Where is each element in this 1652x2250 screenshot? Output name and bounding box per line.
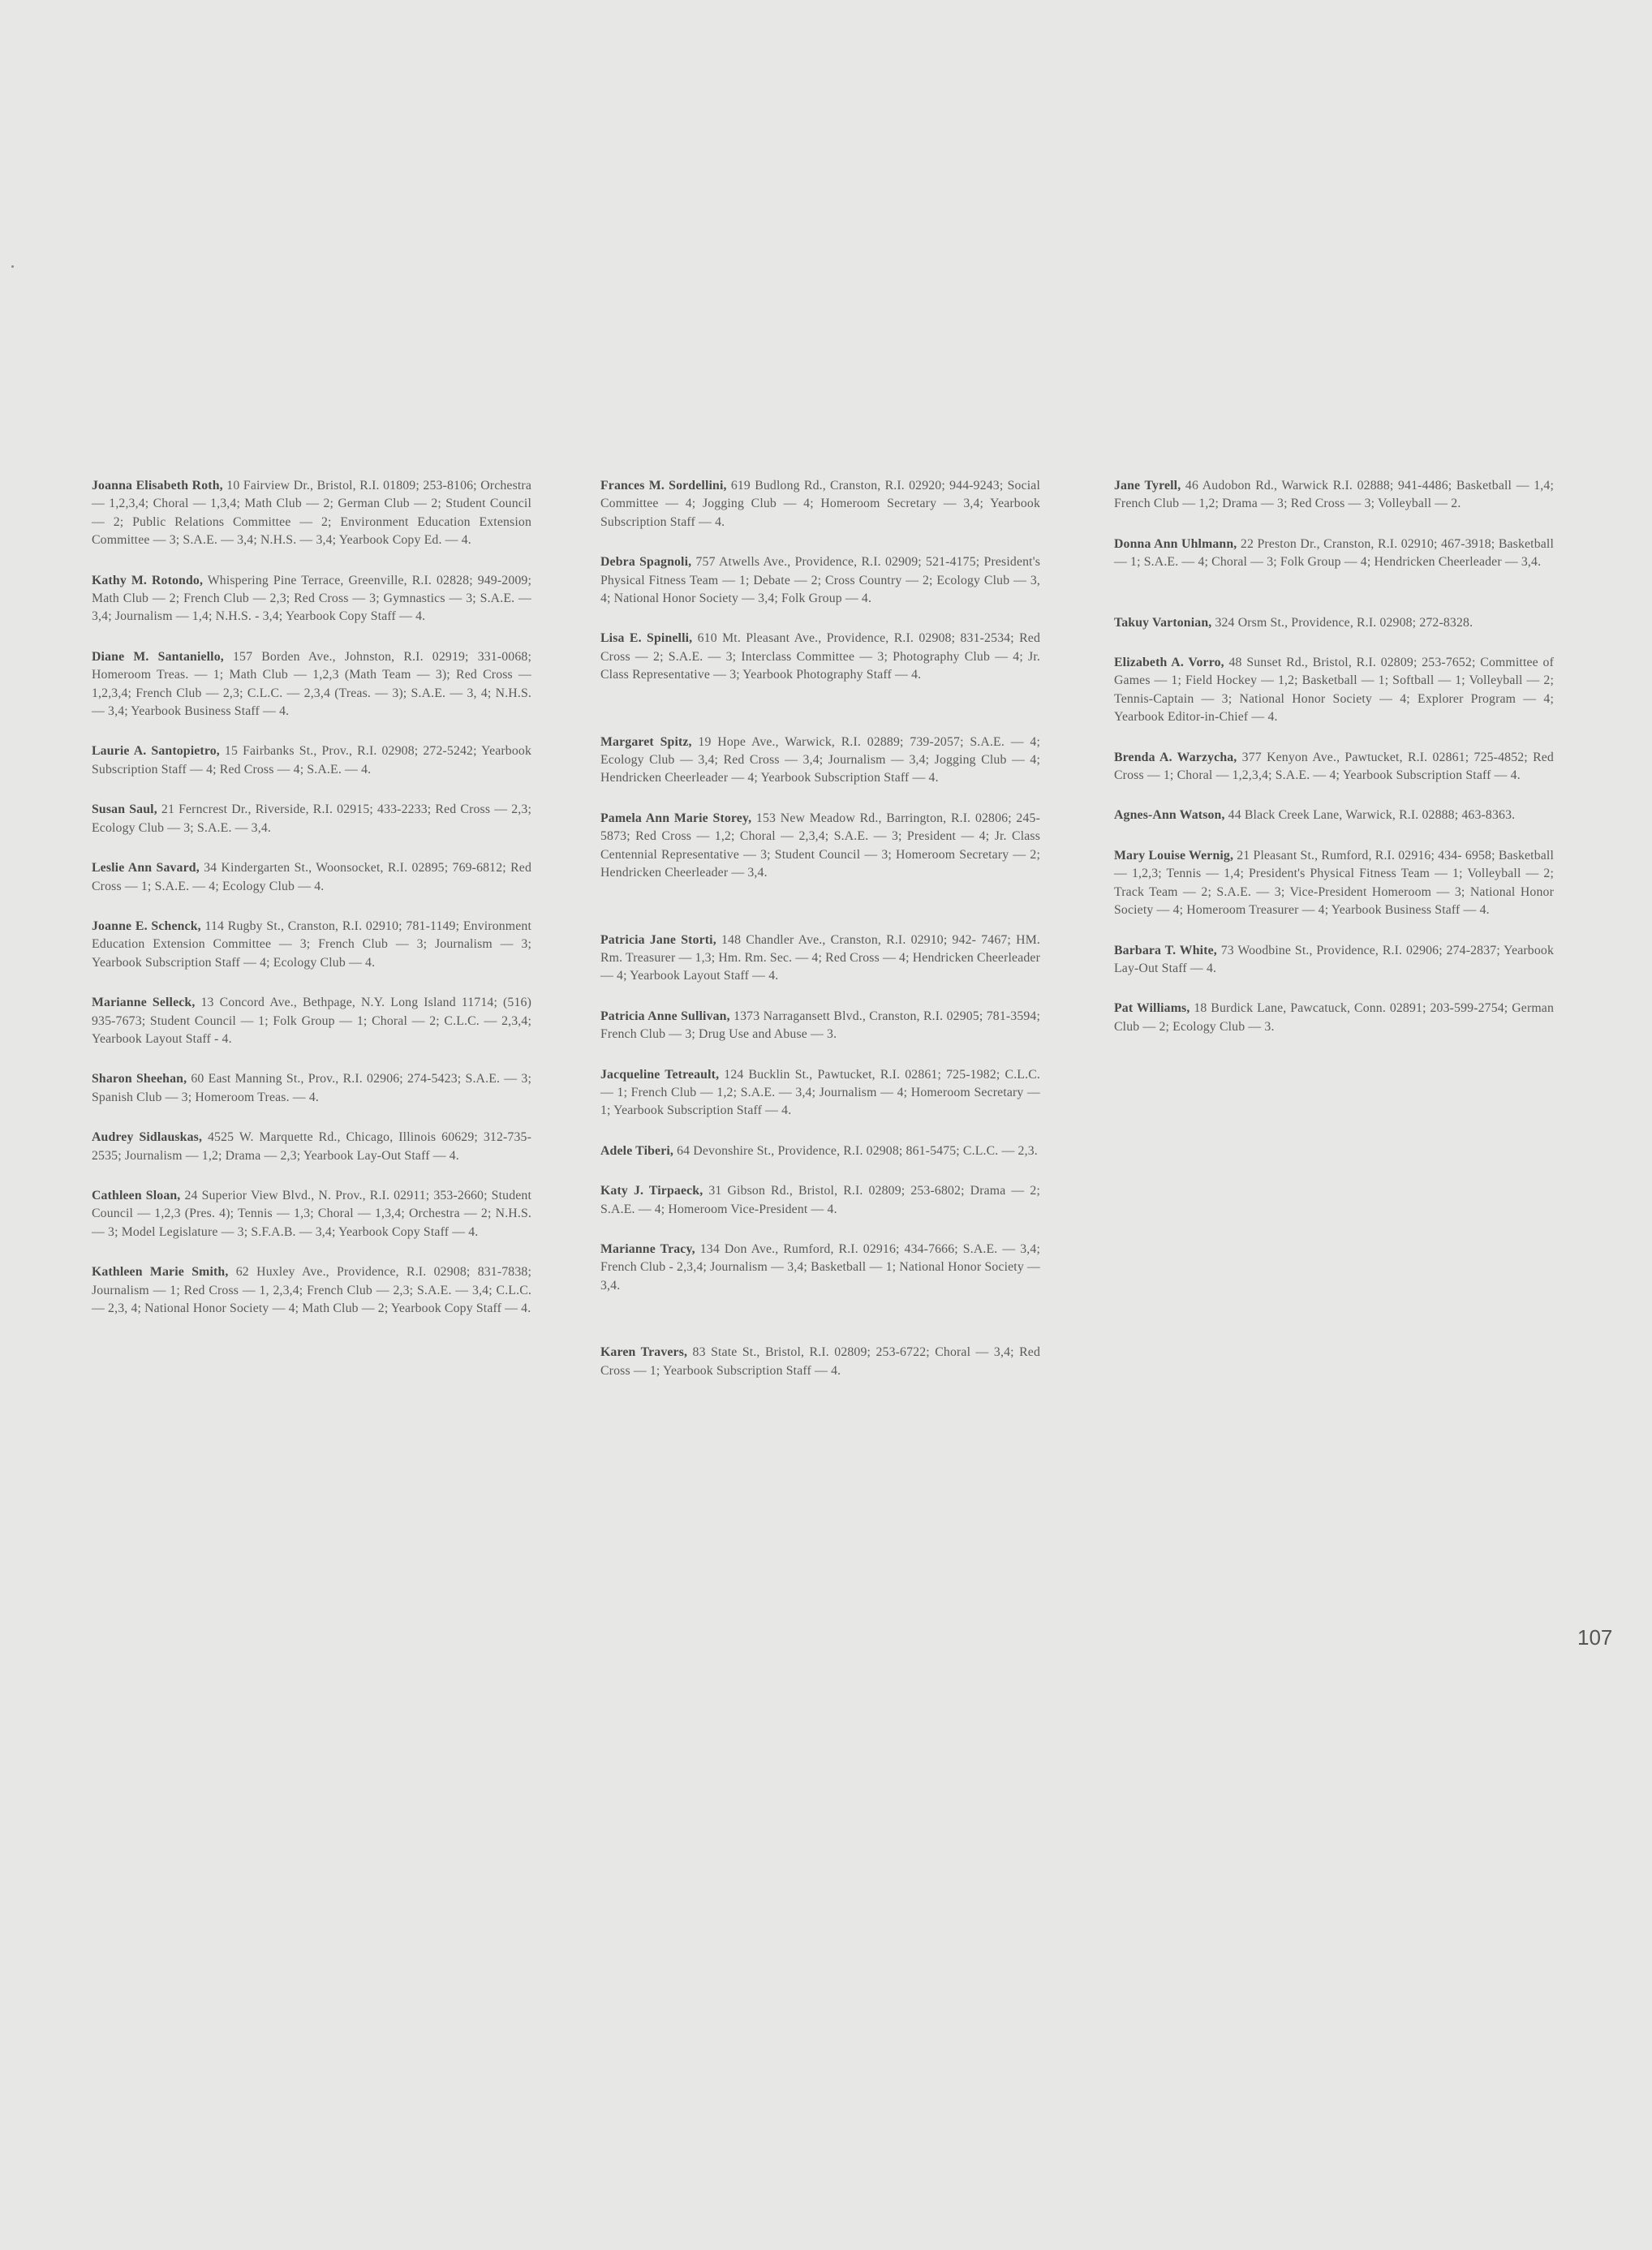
directory-entry (92, 572, 531, 626)
student-details: 22 Preston Dr., Cranston, R.I. 02910; 467-3918; Basketball — 1; S.A.E. — 4; Choral — 3; Folk Group — 4; Hendricken Cheerleader — 3,4. (1114, 536, 1554, 570)
student-details: 62 Huxley Ave., Providence, R.I. 02908; 831-7838; Journalism — 1; Red Cross — 1, 2,3,4; French Club — 2,3; S.A.E. — 3,4; C.L.C. — 2,3, 4; National Honor Society — 4; Math Club — 2; Yearbook Copy Staff — 4. (92, 1265, 531, 1315)
student-details: 83 State St., Bristol, R.I. 02809; 253-6722; Choral — 3,4; Red Cross — 1; Yearbook Subscription Staff — 4. (600, 1345, 1040, 1378)
directory-entry (1114, 1000, 1554, 1036)
directory-entry (600, 630, 1040, 684)
student-details: 24 Superior View Blvd., N. Prov., R.I. 02911; 353-2660; Student Council — 1,2,3 (Pres. 4); Tennis — 1,3; Choral — 1,3,4; Orchestra — 2; N.H.S. — 3; Model Legislature — 3; S.F.A.B. — 3,4; Yearbook Copy Staff — 4. (92, 1188, 531, 1239)
student-details: 1373 Narragansett Blvd., Cranston, R.I. 02905; 781-3594; French Club — 3; Drug Use and Abuse — 3. (600, 1009, 1041, 1042)
student-details: 757 Atwells Ave., Providence, R.I. 02909; 521-4175; President's Physical Fitness Team — 1; Debate — 2; Cross Country — 2; Ecology Club — 3, 4; National Honor Society — 3,4; Folk Group — 4. (600, 555, 1040, 606)
page-number: 107 (1577, 1625, 1613, 1650)
directory-entry (92, 1187, 531, 1241)
student-name: Patricia Anne Sullivan, (600, 1009, 730, 1023)
directory-entry (92, 477, 531, 550)
directory-entry (600, 477, 1040, 531)
student-name: Kathleen Marie Smith, (92, 1265, 229, 1280)
directory-column-1 (92, 477, 531, 1318)
directory-column-3 (1114, 477, 1554, 1036)
student-name: Jacqueline Tetreault, (600, 1067, 720, 1082)
student-details: 21 Pleasant St., Rumford, R.I. 02916; 434- 6958; Basketball — 1,2,3; Tennis — 1,4; President's Physical Fitness Team — 1; Volleyball — 2; Track Team — 2; S.A.E. — 3; Vice-President Homeroom — 3; National Honor Society — 4; Homeroom Treasurer — 4; Yearbook Business Staff — 4. (1114, 848, 1554, 918)
directory-entry (92, 648, 531, 721)
directory-entry (600, 734, 1040, 788)
student-name: Brenda A. Warzycha, (1114, 750, 1237, 764)
directory-entry (92, 918, 531, 972)
student-name: Frances M. Sordellini, (600, 479, 727, 493)
student-name: Joanne E. Schenck, (92, 918, 201, 933)
directory-entry (600, 1008, 1040, 1044)
student-details: 619 Budlong Rd., Cranston, R.I. 02920; 944-9243; Social Committee — 4; Jogging Club — 4; Homeroom Secretary — 3,4; Yearbook Subscription Staff — 4. (600, 479, 1040, 529)
student-details: 10 Fairview Dr., Bristol, R.I. 01809; 253-8106; Orchestra — 1,2,3,4; Choral — 1,3,4; Math Club — 2; German Club — 2; Student Council — 2; Public Relations Committee — 2; Environment Education Extension Committee — 3; S.A.E. — 3,4; N.H.S. — 3,4; Yearbook Copy Ed. — 4. (92, 479, 531, 548)
student-details: 134 Don Ave., Rumford, R.I. 02916; 434-7666; S.A.E. — 3,4; French Club - 2,3,4; Journalism — 3,4; Basketball — 1; National Honor Society — 3,4. (600, 1241, 1040, 1293)
directory-entry (600, 1066, 1040, 1121)
directory-entry (600, 553, 1040, 608)
student-name: Donna Ann Uhlmann, (1114, 536, 1237, 551)
student-name: Cathleen Sloan, (92, 1188, 181, 1202)
directory-entry (92, 994, 531, 1048)
student-details: 124 Bucklin St., Pawtucket, R.I. 02861; 725-1982; C.L.C. — 1; French Club — 1,2; S.A.E. — 3,4; Journalism — 4; Homeroom Secretary — 1; Yearbook Subscription Staff — 4. (600, 1067, 1040, 1118)
student-name: Kathy M. Rotondo, (92, 573, 204, 587)
student-details: 73 Woodbine St., Providence, R.I. 02906; 274-2837; Yearbook Lay-Out Staff — 4. (1114, 943, 1554, 975)
directory-entry (1114, 847, 1554, 920)
student-details: 60 East Manning St., Prov., R.I. 02906; 274-5423; S.A.E. — 3; Spanish Club — 3; Homeroom Treas. — 4. (92, 1072, 531, 1104)
student-name: Barbara T. White, (1114, 943, 1217, 957)
student-name: Leslie Ann Savard, (92, 861, 200, 875)
directory-entry (92, 1070, 531, 1107)
student-name: Margaret Spitz, (600, 734, 692, 749)
directory-entry (1114, 807, 1554, 824)
student-name: Elizabeth A. Vorro, (1114, 656, 1224, 670)
student-details: Whispering Pine Terrace, Greenville, R.I. 02828; 949-2009; Math Club — 2; French Club — 2,3; Red Cross — 3; Gymnastics — 3; S.A.E. — 3,4; Journalism — 1,4; N.H.S. - 3,4; Yearbook Copy Staff — 4. (92, 573, 532, 624)
directory-entry (92, 1263, 531, 1318)
directory-entry (600, 1182, 1040, 1219)
directory-entry (1114, 614, 1554, 632)
directory-entry (600, 1241, 1040, 1295)
student-name: Pat Williams, (1114, 1001, 1190, 1016)
student-details: 324 Orsm St., Providence, R.I. 02908; 272-8328. (1211, 615, 1473, 630)
student-name: Katy J. Tirpaeck, (600, 1184, 703, 1198)
student-name: Debra Spagnoli, (600, 555, 692, 570)
student-name: Joanna Elisabeth Roth, (92, 479, 223, 493)
directory-entry (92, 801, 531, 837)
directory-entry (1114, 654, 1554, 727)
directory-entry (600, 1142, 1040, 1160)
directory-entry (1114, 942, 1554, 979)
student-details: 48 Sunset Rd., Bristol, R.I. 02809; 253-7652; Committee of Games — 1; Field Hockey — 1,2; Basketball — 1; Softball — 1; Volleyball — 2; Tennis-Captain — 3; National Honor Society — 4; Explorer Program — 4; Yearbook Editor-in-Chief — 4. (1114, 656, 1554, 725)
student-name: Laurie A. Santopietro, (92, 744, 220, 759)
student-details: 34 Kindergarten St., Woonsocket, R.I. 02895; 769-6812; Red Cross — 1; S.A.E. — 4; Ecology Club — 4. (92, 861, 531, 893)
student-details: 114 Rugby St., Cranston, R.I. 02910; 781-1149; Environment Education Extension Committee — 3; French Club — 3; Journalism — 3; Yearbook Subscription Staff — 4; Ecology Club — 4. (92, 918, 531, 970)
student-details: 21 Ferncrest Dr., Riverside, R.I. 02915; 433-2233; Red Cross — 2,3; Ecology Club — 3; S.A.E. — 3,4. (92, 802, 531, 835)
student-name: Agnes-Ann Watson, (1114, 808, 1225, 823)
directory-entry (600, 810, 1040, 883)
directory-entry (1114, 477, 1554, 514)
student-name: Diane M. Santaniello, (92, 649, 224, 664)
student-name: Takuy Vartonian, (1114, 615, 1212, 630)
student-details: 610 Mt. Pleasant Ave., Providence, R.I. 02908; 831-2534; Red Cross — 2; S.A.E. — 3; Interclass Committee — 3; Photography Club — 4; Jr. Class Representative — 3; Yearbook Photography Staff — 4. (600, 631, 1040, 682)
student-name: Pamela Ann Marie Storey, (600, 811, 752, 825)
student-name: Jane Tyrell, (1114, 479, 1181, 493)
student-name: Lisa E. Spinelli, (600, 631, 693, 646)
student-name: Sharon Sheehan, (92, 1072, 187, 1086)
student-name: Adele Tiberi, (600, 1143, 674, 1158)
speck-mark (11, 265, 14, 268)
student-details: 18 Burdick Lane, Pawcatuck, Conn. 02891; 203-599-2754; German Club — 2; Ecology Club — 3. (1114, 1001, 1554, 1034)
student-name: Marianne Selleck, (92, 996, 196, 1010)
student-name: Susan Saul, (92, 802, 157, 817)
directory-entry (92, 742, 531, 779)
directory-entry (600, 931, 1040, 986)
student-details: 13 Concord Ave., Bethpage, N.Y. Long Island 11714; (516) 935-7673; Student Council — 1; Folk Group — 1; Choral — 2; C.L.C. — 2,3,4; Yearbook Layout Staff - 4. (92, 996, 531, 1046)
directory-entry (92, 859, 531, 896)
student-details: 148 Chandler Ave., Cranston, R.I. 02910; 942- 7467; HM. Rm. Treasurer — 1,3; Hm. Rm. Sec. — 4; Red Cross — 4; Hendricken Cheerleader — 4; Yearbook Layout Staff — 4. (600, 932, 1040, 983)
student-details: 31 Gibson Rd., Bristol, R.I. 02809; 253-6802; Drama — 2; S.A.E. — 4; Homeroom Vice-President — 4. (600, 1184, 1040, 1216)
directory-column-2 (600, 477, 1040, 1380)
student-details: 15 Fairbanks St., Prov., R.I. 02908; 272-5242; Yearbook Subscription Staff — 4; Red Cross — 4; S.A.E. — 4. (92, 744, 531, 777)
student-name: Audrey Sidlauskas, (92, 1130, 203, 1145)
student-details: 19 Hope Ave., Warwick, R.I. 02889; 739-2057; S.A.E. — 4; Ecology Club — 3,4; Red Cross — 3,4; Journalism — 3,4; Jogging Club — 4; Hendricken Cheerleader — 4; Yearbook Subscription Staff — 4. (600, 734, 1040, 785)
student-name: Marianne Tracy, (600, 1241, 695, 1256)
directory-entry (92, 1129, 531, 1165)
student-details: 153 New Meadow Rd., Barrington, R.I. 02806; 245-5873; Red Cross — 1,2; Choral — 2,3,4; S.A.E. — 3; President — 4; Jr. Class Centennial Representative — 3; Student Council — 3; Homeroom Secretary — 2; Hendricken Cheerleader — 3,4. (600, 811, 1040, 880)
student-details: 377 Kenyon Ave., Pawtucket, R.I. 02861; 725-4852; Red Cross — 1; Choral — 1,2,3,4; S.A.E. — 4; Yearbook Subscription Staff — 4. (1114, 750, 1554, 783)
directory-entry (1114, 749, 1554, 785)
student-details: 44 Black Creek Lane, Warwick, R.I. 02888; 463-8363. (1224, 808, 1516, 823)
directory-entry (1114, 536, 1554, 572)
student-name: Patricia Jane Storti, (600, 932, 716, 947)
student-details: 64 Devonshire St., Providence, R.I. 02908; 861-5475; C.L.C. — 2,3. (673, 1143, 1038, 1158)
student-details: 46 Audobon Rd., Warwick R.I. 02888; 941-4486; Basketball — 1,4; French Club — 1,2; Drama — 3; Red Cross — 3; Volleyball — 2. (1114, 479, 1554, 511)
student-details: 4525 W. Marquette Rd., Chicago, Illinois 60629; 312-735-2535; Journalism — 1,2; Drama — 2,3; Yearbook Lay-Out Staff — 4. (92, 1130, 531, 1163)
student-details: 157 Borden Ave., Johnston, R.I. 02919; 331-0068; Homeroom Treas. — 1; Math Club — 1,2,3 (Math Team — 3); Red Cross — 1,2,3,4; French Club — 2,3; C.L.C. — 2,3,4 (Treas. — 3); S.A.E. — 3, 4; N.H.S. — 3,4; Yearbook Business Staff — 4. (92, 649, 531, 719)
directory-entry (600, 1344, 1040, 1380)
student-name: Karen Travers, (600, 1345, 688, 1360)
student-name: Mary Louise Wernig, (1114, 848, 1234, 863)
